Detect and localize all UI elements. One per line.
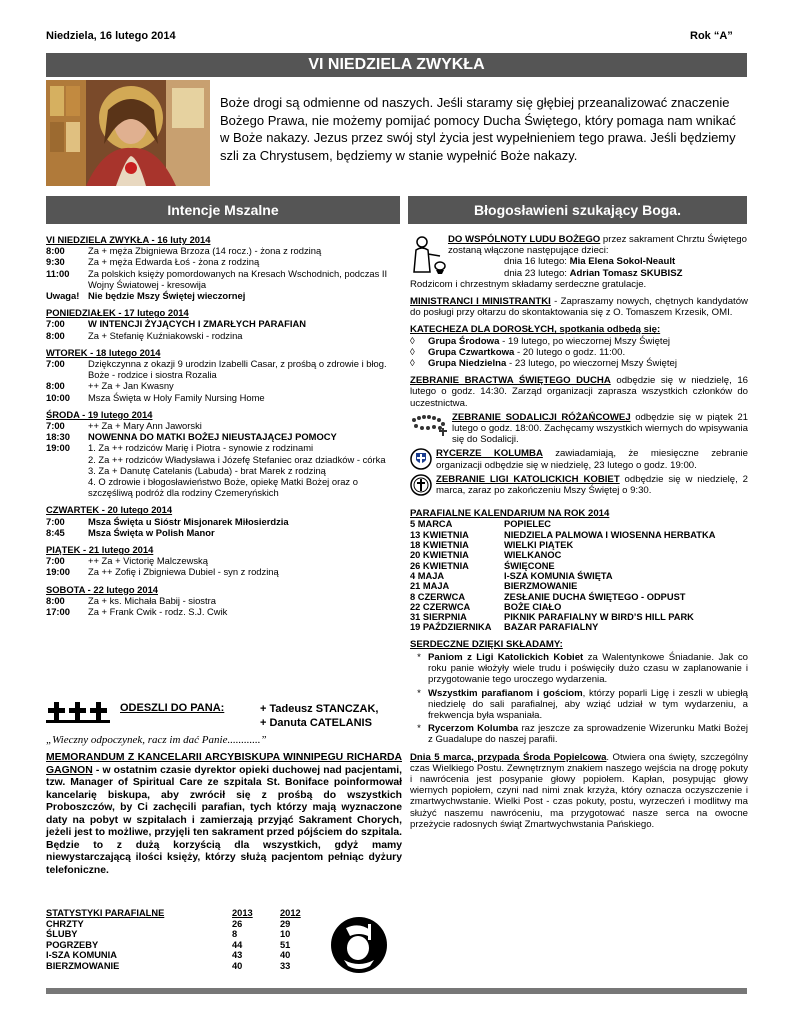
league-text: odbędzie się w niedzielę, 2 marca, zaraz po zakończeniu Mszy Świętej o 9:30.: [436, 473, 748, 497]
intentions-header: Intencje Mszalne: [46, 196, 400, 224]
time: 8:00: [46, 245, 65, 257]
stat-value: 26: [232, 918, 243, 929]
thanks-lead: Rycerzom Kolumba: [428, 723, 519, 735]
baptism-icon: [330, 914, 388, 976]
time: 19:00: [46, 442, 70, 454]
intro-text: Boże drogi są odmienne od naszych. Jeśli staramy się głębiej przeanalizować znaczenie Bożego Prawa, nie możemy pomijać pomocy Ducha Świętego, który pomaga nam wnikać w Boże nakazy. Jezus przez swój styl życia jest wypełnieniem tego prawa. Jeśli będziemy szli za Chrystusem, będziemy w stanie wypełnić Boże nakazy.: [220, 95, 736, 163]
stat-label: POGRZEBY: [46, 939, 99, 950]
knights-emblem-icon: [410, 448, 432, 470]
footer-rule: [46, 988, 747, 994]
time: [46, 465, 88, 476]
baptism-date: dnia 23 lutego:: [504, 267, 570, 279]
deceased-label: ODESZLI DO PANA:: [120, 702, 225, 714]
day-heading-sunday: VI NIEDZIELA ZWYKŁA - 16 luty 2014: [46, 234, 211, 245]
time: [46, 476, 88, 498]
rosary-text: odbędzie się w piątek 21 lutego o godz. 18:00. Zachęcamy wszystkich wiernych do wpisywania się do Sodalicji.: [452, 411, 748, 446]
intention: Msza Święta w Holy Family Nursing Home: [88, 391, 265, 403]
intention: 1. Za ++ rodziców Marię i Piotra - synowie z rodzinami: [88, 442, 314, 454]
calendar-event: ZESŁANIE DUCHA ŚWIĘTEGO - ODPUST: [504, 591, 686, 602]
group-time: - 23 lutego, po wieczornej Mszy Świętej: [506, 358, 678, 370]
rosary-icon: [410, 414, 448, 436]
diamond-icon: ◊: [410, 346, 415, 358]
stat-value: 33: [280, 960, 291, 971]
calendar-date: 31 SIERPNIA: [410, 612, 467, 623]
intention: Dziękczynna z okazji 9 urodzin Izabelli Casar, z prośbą o zdrowie i błog. Boże - rodzice i siostra Rozalia: [88, 358, 387, 381]
thanks-text: za Walentynkowe Śniadanie. Jak co roku panie włożyły wiele trudu i poświęciły dużo czasu w zaplanowanie i przygotowanie tego uroczego wydarzenia.: [428, 651, 748, 686]
asterisk-icon: *: [417, 651, 421, 663]
intention: Msza Święta w Polish Manor: [88, 526, 215, 538]
jesus-image: [46, 80, 210, 186]
baptism-date: dnia 16 lutego:: [504, 256, 570, 268]
time: 8:45: [46, 526, 65, 538]
group-time: - 19 lutego, po wieczornej Mszy Świętej: [499, 335, 671, 347]
stat-value: 8: [232, 929, 238, 940]
intention: Za ++ Zofię i Zbigniewa Dubiel - syn z rodziną: [88, 566, 279, 578]
baptism-name: Mia Elena Sokol-Neault: [569, 256, 676, 268]
league-lead: ZEBRANIE LIGI KATOLICKICH KOBIET: [436, 473, 620, 485]
stats-heading: STATYSTYKI PARAFIALNE: [46, 908, 165, 918]
intention: Nie będzie Mszy Świętej wieczornej: [88, 290, 246, 302]
lent-text: . Otwiera ona święty, szczególny czas Wielkiego Postu. Zewnętrznym znakiem naszego wejścia na drogę pokuty i nawrócenia jest posypanie głowy popiołem. Kapłan, posypując głowy wiernych popiołem, czyni nad nimi znak krzyża, który oznacza oczyszczenie i zmartwychwstanie. Wielki Post - czas pokuty, postu, wyrzeczeń i modlitwy ma służyć naszemu nawróceniu, ma przygotować nasze serca na owocne przeżycie radosnych świąt Zmartwychwstania Pańskiego.: [410, 751, 748, 830]
calendar-event: BIERZMOWANIE: [504, 581, 578, 592]
calendar-date: 18 KWIETNIA: [410, 540, 469, 551]
calendar-event: BAZAR PARAFIALNY: [504, 622, 599, 633]
ministrants-text: - Zapraszamy nowych, chętnych kandydatów do posługi przy ołtarzu do skontaktowania się z O. Tomaszem Krzesik, OMI.: [410, 296, 748, 319]
deceased-name: + Tadeusz STANCZAK,: [260, 703, 379, 715]
time: 9:30: [46, 256, 65, 268]
time: 7:00: [46, 515, 65, 527]
time: 19:00: [46, 566, 70, 578]
time: 11:00: [46, 267, 70, 279]
stat-value: 44: [232, 939, 243, 950]
time: 7:00: [46, 420, 65, 432]
chancery-text: - w ostatnim czasie dyrektor opieki duchowej nad pacjentami, tzw. Manager of Spiritual Care ze szpitala St. Boniface poinformował kancelarię biskupa, aby zwrócił się z prośbą do wszystkich Proboszczów, by Ci zachęcili parafian, tych którzy mają wyznaczone daty na pobyt w szpitalach i zamierzają przyjąć Sakrament Chorych, jeżeli jest to możliwe, przyjęli ten sakrament przed pójściem do szpitala. Będzie to z dużą korzyścią dla wszystkich, gdyż mamy niewystarczającą ilości księży, którzy służą pacjentom pełniąc dyżury telefoniczne.: [46, 764, 402, 876]
deceased-section: [46, 700, 402, 746]
calendar-date: 21 MAJA: [410, 581, 450, 592]
brotherhood-lead: ZEBRANIE BRACTWA ŚWIĘTEGO DUCHA: [410, 375, 611, 387]
intention: Za + ks. Michała Babij - siostra: [88, 594, 216, 606]
header-date: Niedziela, 16 lutego 2014: [46, 30, 176, 42]
time: [46, 454, 88, 465]
calendar-event: WIELKI PIĄTEK: [504, 540, 574, 551]
brotherhood-text: odbędzie się w niedzielę, 16 lutego o godz. 14:30. Zarząd organizacji zaprasza wszystkich członków do uczestnictwa.: [410, 375, 748, 409]
intention: Za + męża Zbigniewa Brzoza (14 rocz.) - żona z rodziną: [88, 245, 322, 257]
day-heading-monday: PONIEDZIAŁEK - 17 lutego 2014: [46, 307, 189, 319]
day-heading-wednesday: ŚRODA - 19 lutego 2014: [46, 408, 153, 420]
calendar-event: ŚWIĘCONE: [504, 560, 555, 571]
lent-lead: Dnia 5 marca, przypada Środa Popielcowa: [410, 751, 607, 763]
chancery-lead: MEMORANDUM Z KANCELARII ARCYBISKUPA WINNIPEGU RICHARDA GAGNON: [46, 752, 402, 776]
page-title: VI NIEDZIELA ZWYKŁA: [46, 53, 747, 77]
intention: 3. Za + Danutę Catelanis (Labuda) - brat Marek z rodziną: [88, 464, 326, 476]
intention: ++ Za + Jan Kwasny: [88, 380, 174, 392]
group-name: Grupa Czwartkowa: [428, 346, 515, 358]
group-name: Grupa Środowa: [428, 335, 500, 347]
intention: ++ Za + Mary Ann Jaworski: [88, 420, 202, 432]
stat-value: 40: [232, 960, 243, 971]
time: 18:30: [46, 431, 70, 443]
day-heading-thursday: CZWARTEK - 20 lutego 2014: [46, 504, 173, 516]
parish-stats: [46, 908, 326, 972]
stats-col: 2012: [280, 908, 301, 918]
community-text: przez sakrament Chrztu Świętego zostaną włączone następujące dzieci:: [448, 234, 747, 257]
asterisk-icon: *: [417, 723, 421, 735]
time: 17:00: [46, 606, 70, 618]
intention: 2. Za ++ rodziców Władysława i Józefę Stefaniec oraz dziadków - córka: [88, 453, 386, 465]
prayer-quote: „Wieczny odpoczynek, racz im dać Panie............”: [46, 734, 267, 746]
calendar-event: I-SZA KOMUNIA ŚWIĘTA: [504, 570, 613, 581]
chancery-memo: [46, 752, 402, 877]
baptism-name: Adrian Tomasz SKUBISZ: [569, 267, 683, 279]
calendar-event: PIKNIK PARAFIALNY W BIRD’S HILL PARK: [504, 612, 694, 623]
calendar-event: POPIELEC: [504, 519, 552, 530]
time: 7:00: [46, 318, 65, 330]
stat-label: I-SZA KOMUNIA: [46, 950, 117, 961]
blessed-header: Błogosławieni szukający Boga.: [408, 196, 747, 224]
stat-value: 51: [280, 939, 291, 950]
group-name: Grupa Niedzielna: [428, 358, 507, 370]
stat-label: CHRZTY: [46, 918, 84, 929]
diamond-icon: ◊: [410, 335, 415, 347]
intention: Za + Stefanię Kuźniakowski - rodzina: [88, 329, 243, 341]
intention: Msza Święta u Sióstr Misjonarek Miłosierdzia: [88, 515, 289, 527]
calendar-heading: PARAFIALNE KALENDARIUM NA ROK 2014: [410, 508, 610, 520]
thanks-text: raz jeszcze za sprowadzenie Wizerunku Matki Bożej z Guadalupe do naszej parafii.: [428, 723, 749, 746]
calendar-date: 26 KWIETNIA: [410, 560, 469, 571]
intentions-column: [46, 234, 402, 617]
stat-value: 40: [280, 950, 291, 961]
calendar-date: 13 KWIETNIA: [410, 529, 469, 540]
calendar-date: 8 CZERWCA: [410, 591, 466, 602]
league-emblem-icon: [410, 474, 432, 496]
thanks-text: , którzy poparli Ligę i zeszli w ubiegłą niedzielę do sali parafialnej, aby wziąć udział w tym wydarzeniu, a frekwencja była wspaniała.: [428, 687, 749, 721]
stat-value: 10: [280, 929, 291, 940]
deceased-name: + Danuta CATELANIS: [260, 717, 372, 729]
calendar-event: WIELKANOC: [504, 550, 562, 561]
time: 8:00: [46, 380, 65, 392]
time: 7:00: [46, 358, 65, 370]
stat-value: 43: [232, 950, 243, 961]
group-time: - 20 lutego o godz. 11:00.: [514, 346, 626, 358]
ministrants-lead: MINISTRANCI I MINISTRANTKI: [410, 296, 551, 308]
header-year: Rok “A”: [690, 30, 733, 42]
intention: W INTENCJI ŻYJĄCYCH I ZMARŁYCH PARAFIAN: [88, 318, 307, 330]
time: 8:00: [46, 329, 65, 341]
intention: 4. O zdrowie i błogosławieństwo Boże, opiekę Matki Bożej oraz o szczęśliwą podróż dla rodziny Czemeryńskich: [88, 476, 358, 499]
asterisk-icon: *: [417, 687, 421, 699]
intention: Za polskich księży pomordowanych na Kresach Wschodnich, podczas II Wojny Światowej - kresowija: [88, 267, 388, 290]
community-congrats: Rodzicom i chrzestnym składamy serdeczne gratulacje.: [410, 278, 647, 290]
diamond-icon: ◊: [410, 358, 415, 370]
day-heading-tuesday: WTOREK - 18 lutego 2014: [46, 346, 161, 358]
thanks-heading: SERDECZNE DZIĘKI SKŁADAMY:: [410, 638, 563, 650]
calendar-date: 4 MAJA: [410, 570, 445, 581]
calendar-date: 20 KWIETNIA: [410, 550, 469, 561]
intention: Za + Frank Cwik - rodz. S.J. Cwik: [88, 606, 228, 618]
rosary-lead: ZEBRANIE SODALICJI RÓŻAŃCOWEJ: [452, 411, 631, 423]
intention: NOWENNA DO MATKI BOŻEJ NIEUSTAJĄCEJ POMOCY: [88, 431, 337, 443]
community-lead: DO WSPÓLNOTY LUDU BOŻEGO: [448, 234, 601, 245]
time: 10:00: [46, 391, 70, 403]
calendar-date: 19 PAŹDZIERNIKA: [410, 622, 492, 633]
priest-baptism-icon: [410, 234, 446, 274]
thanks-lead: Wszystkim parafianom i gościom: [428, 687, 583, 699]
time: Uwaga!: [46, 290, 80, 302]
announcements-column: [410, 234, 748, 830]
stat-label: ŚLUBY: [46, 929, 78, 940]
time: 8:00: [46, 594, 65, 606]
calendar-date: 5 MARCA: [410, 519, 453, 530]
day-heading-friday: PIĄTEK - 21 lutego 2014: [46, 544, 154, 556]
calendar-event: BOŻE CIAŁO: [504, 601, 562, 612]
time: 7:00: [46, 555, 65, 567]
calendar-event: NIEDZIELA PALMOWA I WIOSENNA HERBATKA: [504, 529, 716, 540]
stat-label: BIERZMOWANIE: [46, 960, 120, 971]
intention: Za + męża Edwarda Łoś - żona z rodziną: [88, 256, 260, 268]
stats-col: 2013: [232, 908, 253, 918]
crosses-icon: [46, 700, 110, 724]
knights-lead: RYCERZE KOLUMBA: [436, 448, 543, 460]
stat-value: 29: [280, 918, 291, 929]
thanks-lead: Paniom z Ligi Katolickich Kobiet: [428, 651, 584, 663]
knights-text: zawiadamiają, że miesięczne zebranie organizacji odbędzie się w niedzielę, 23 lutego o godz. 19:00.: [436, 448, 748, 471]
calendar-date: 22 CZERWCA: [410, 601, 471, 612]
intention: ++ Za + Victorię Malczewską: [88, 555, 208, 567]
catechesis-lead: KATECHEZA DLA DOROSŁYCH, spotkania odbędą się:: [410, 324, 661, 336]
day-heading-saturday: SOBOTA - 22 lutego 2014: [46, 583, 159, 595]
